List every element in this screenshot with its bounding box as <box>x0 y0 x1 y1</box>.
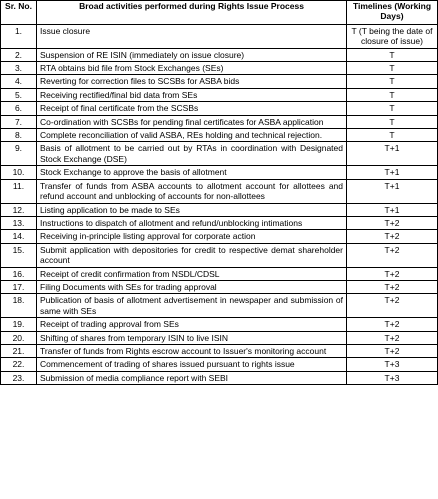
timeline-cell: T <box>347 102 438 115</box>
table-row <box>1 243 438 267</box>
sr-no-cell: 1. <box>1 24 37 48</box>
table-row <box>1 166 438 179</box>
sr-no-cell: 21. <box>1 344 37 357</box>
activity-cell: Issue closure <box>37 24 347 48</box>
activity-cell: Complete reconciliation of valid ASBA, REs holding and technical rejection. <box>37 129 347 142</box>
sr-no-cell: 23. <box>1 371 37 384</box>
timeline-cell: T+1 <box>347 166 438 179</box>
table-row <box>1 48 438 61</box>
table-body <box>1 24 438 384</box>
activity-cell: Receiving rectified/final bid data from SEs <box>37 88 347 101</box>
header-sr-no: Sr. No. <box>1 1 37 25</box>
sr-no-cell: 22. <box>1 358 37 371</box>
timeline-cell: T+2 <box>347 230 438 243</box>
timeline-cell: T+3 <box>347 371 438 384</box>
sr-no-cell: 15. <box>1 243 37 267</box>
sr-no-cell: 8. <box>1 129 37 142</box>
sr-no-cell: 19. <box>1 318 37 331</box>
table-row <box>1 102 438 115</box>
table-row <box>1 62 438 75</box>
sr-no-cell: 10. <box>1 166 37 179</box>
activity-cell: Instructions to dispatch of allotment and refund/unblocking intimations <box>37 216 347 229</box>
timeline-cell: T+1 <box>347 203 438 216</box>
sr-no-cell: 16. <box>1 267 37 280</box>
activity-cell: Listing application to be made to SEs <box>37 203 347 216</box>
table-row <box>1 24 438 48</box>
sr-no-cell: 2. <box>1 48 37 61</box>
sr-no-cell: 12. <box>1 203 37 216</box>
header-activity: Broad activities performed during Rights Issue Process <box>37 1 347 25</box>
activity-cell: Stock Exchange to approve the basis of allotment <box>37 166 347 179</box>
table-row <box>1 371 438 384</box>
header-timeline: Timelines (Working Days) <box>347 1 438 25</box>
activity-cell: Reverting for correction files to SCSBs for ASBA bids <box>37 75 347 88</box>
timeline-cell: T+2 <box>347 216 438 229</box>
timeline-cell: T <box>347 62 438 75</box>
activity-cell: Submission of media compliance report with SEBI <box>37 371 347 384</box>
table-row <box>1 294 438 318</box>
sr-no-cell: 6. <box>1 102 37 115</box>
timeline-cell: T+2 <box>347 331 438 344</box>
activity-cell: Transfer of funds from ASBA accounts to allotment account for allottees and refund account and unblocking of accounts for non-allottees <box>37 179 347 203</box>
activity-cell: Shifting of shares from temporary ISIN to live ISIN <box>37 331 347 344</box>
table-row <box>1 331 438 344</box>
timeline-cell: T <box>347 88 438 101</box>
activity-cell: Basis of allotment to be carried out by RTAs in coordination with Designated Stock Exchange (DSE) <box>37 142 347 166</box>
timeline-cell: T+2 <box>347 318 438 331</box>
sr-no-cell: 4. <box>1 75 37 88</box>
table-row <box>1 115 438 128</box>
header-row <box>1 1 438 25</box>
sr-no-cell: 7. <box>1 115 37 128</box>
table-row <box>1 129 438 142</box>
timeline-cell: T+2 <box>347 243 438 267</box>
sr-no-cell: 17. <box>1 280 37 293</box>
activity-cell: Receiving in-principle listing approval for corporate action <box>37 230 347 243</box>
timeline-cell: T <box>347 48 438 61</box>
table-row <box>1 216 438 229</box>
table-row <box>1 142 438 166</box>
table-row <box>1 318 438 331</box>
table-row <box>1 179 438 203</box>
activity-cell: Suspension of RE ISIN (immediately on issue closure) <box>37 48 347 61</box>
sr-no-cell: 20. <box>1 331 37 344</box>
timeline-cell: T (T being the date of closure of issue) <box>347 24 438 48</box>
sr-no-cell: 18. <box>1 294 37 318</box>
activity-cell: Co-ordination with SCSBs for pending final certificates for ASBA application <box>37 115 347 128</box>
activity-cell: Publication of basis of allotment advertisement in newspaper and submission of same with SEs <box>37 294 347 318</box>
sr-no-cell: 5. <box>1 88 37 101</box>
timeline-cell: T+2 <box>347 344 438 357</box>
activity-cell: Transfer of funds from Rights escrow account to Issuer's monitoring account <box>37 344 347 357</box>
timeline-cell: T+2 <box>347 294 438 318</box>
table-row <box>1 267 438 280</box>
table-row <box>1 358 438 371</box>
timeline-cell: T <box>347 75 438 88</box>
timeline-cell: T+1 <box>347 142 438 166</box>
timeline-cell: T <box>347 115 438 128</box>
sr-no-cell: 9. <box>1 142 37 166</box>
activity-cell: Filing Documents with SEs for trading approval <box>37 280 347 293</box>
timeline-cell: T+2 <box>347 267 438 280</box>
table-row <box>1 75 438 88</box>
activity-cell: Commencement of trading of shares issued pursuant to rights issue <box>37 358 347 371</box>
table-row <box>1 344 438 357</box>
timeline-cell: T+1 <box>347 179 438 203</box>
sr-no-cell: 11. <box>1 179 37 203</box>
table-row <box>1 88 438 101</box>
activity-cell: Submit application with depositories for credit to respective demat shareholder account <box>37 243 347 267</box>
timeline-cell: T+2 <box>347 280 438 293</box>
activity-cell: Receipt of trading approval from SEs <box>37 318 347 331</box>
table-row <box>1 203 438 216</box>
timeline-cell: T+3 <box>347 358 438 371</box>
activity-cell: RTA obtains bid file from Stock Exchanges (SEs) <box>37 62 347 75</box>
activity-cell: Receipt of credit confirmation from NSDL/CDSL <box>37 267 347 280</box>
sr-no-cell: 13. <box>1 216 37 229</box>
timeline-cell: T <box>347 129 438 142</box>
sr-no-cell: 3. <box>1 62 37 75</box>
activity-cell: Receipt of final certificate from the SCSBs <box>37 102 347 115</box>
table-row <box>1 230 438 243</box>
table-row <box>1 280 438 293</box>
sr-no-cell: 14. <box>1 230 37 243</box>
